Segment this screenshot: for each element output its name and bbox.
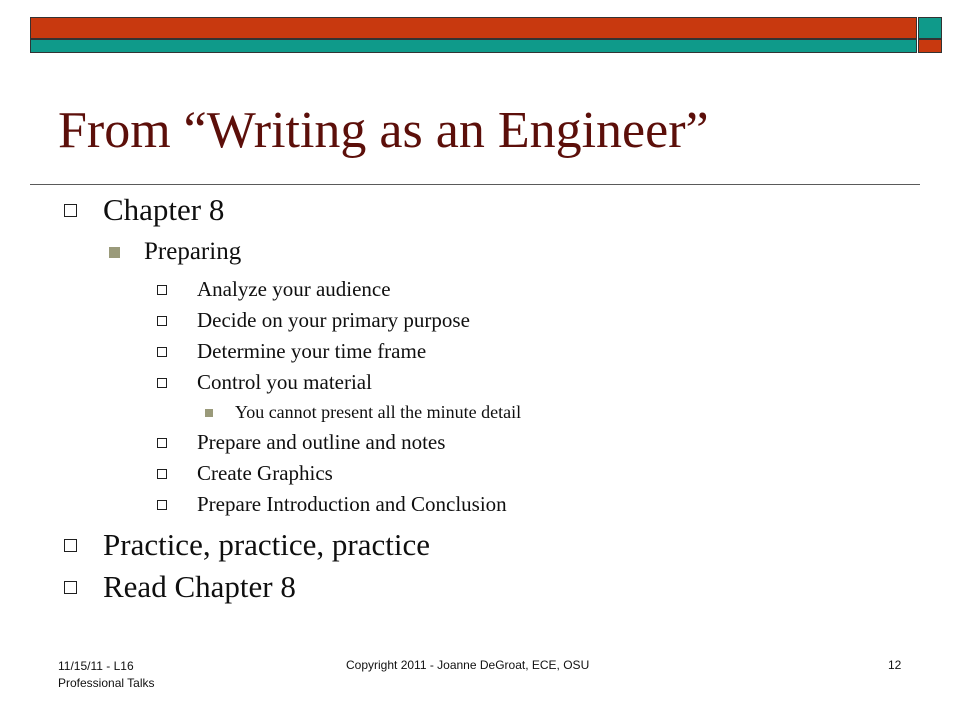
footer-copyright: Copyright 2011 - Joanne DeGroat, ECE, OSU xyxy=(346,658,590,672)
hollow-square-bullet-icon xyxy=(157,316,167,326)
hollow-square-bullet-icon xyxy=(157,285,167,295)
bullet-minute-detail xyxy=(205,402,521,423)
hollow-square-bullet-icon xyxy=(64,204,77,217)
header-red-square xyxy=(918,39,942,53)
hollow-square-bullet-icon xyxy=(157,500,167,510)
header-teal-square xyxy=(918,17,942,39)
bullet-text: Control you material xyxy=(197,370,372,394)
bullet-text: Prepare Introduction and Conclusion xyxy=(197,492,507,516)
bullet-text: Read Chapter 8 xyxy=(103,569,296,604)
hollow-square-bullet-icon xyxy=(157,378,167,388)
bullet-control-material xyxy=(157,370,372,395)
slide-title: From “Writing as an Engineer” xyxy=(58,102,709,159)
bullet-primary-purpose xyxy=(157,308,470,333)
bullet-read-chapter xyxy=(64,569,296,605)
bullet-practice xyxy=(64,527,430,563)
footer-course: Professional Talks xyxy=(58,676,155,690)
bullet-chapter-8 xyxy=(64,192,224,228)
bullet-text: Chapter 8 xyxy=(103,192,225,227)
bullet-text: Determine your time frame xyxy=(197,339,427,363)
bullet-time-frame xyxy=(157,339,426,364)
filled-square-bullet-icon xyxy=(109,247,120,258)
bullet-text: Preparing xyxy=(144,238,242,265)
bullet-text: Decide on your primary purpose xyxy=(197,308,470,332)
filled-square-bullet-icon xyxy=(205,409,213,417)
bullet-analyze-audience xyxy=(157,277,391,302)
header-teal-bar xyxy=(30,39,917,53)
bullet-text: You cannot present all the minute detail xyxy=(235,402,522,422)
bullet-text: Practice, practice, practice xyxy=(103,527,430,562)
header-red-bar xyxy=(30,17,917,39)
footer-date-course xyxy=(58,658,155,692)
hollow-square-bullet-icon xyxy=(157,347,167,357)
bullet-outline-notes xyxy=(157,430,445,455)
bullet-text: Create Graphics xyxy=(197,461,333,485)
hollow-square-bullet-icon xyxy=(157,469,167,479)
hollow-square-bullet-icon xyxy=(157,438,167,448)
footer-page-number: 12 xyxy=(888,658,902,672)
bullet-intro-conclusion xyxy=(157,492,507,517)
bullet-text: Analyze your audience xyxy=(197,277,391,301)
bullet-create-graphics xyxy=(157,461,333,486)
bullet-preparing xyxy=(109,238,241,266)
bullet-text: Prepare and outline and notes xyxy=(197,430,446,454)
title-divider xyxy=(30,184,920,185)
hollow-square-bullet-icon xyxy=(64,581,77,594)
footer-date: 11/15/11 - L16 xyxy=(58,659,134,673)
hollow-square-bullet-icon xyxy=(64,539,77,552)
